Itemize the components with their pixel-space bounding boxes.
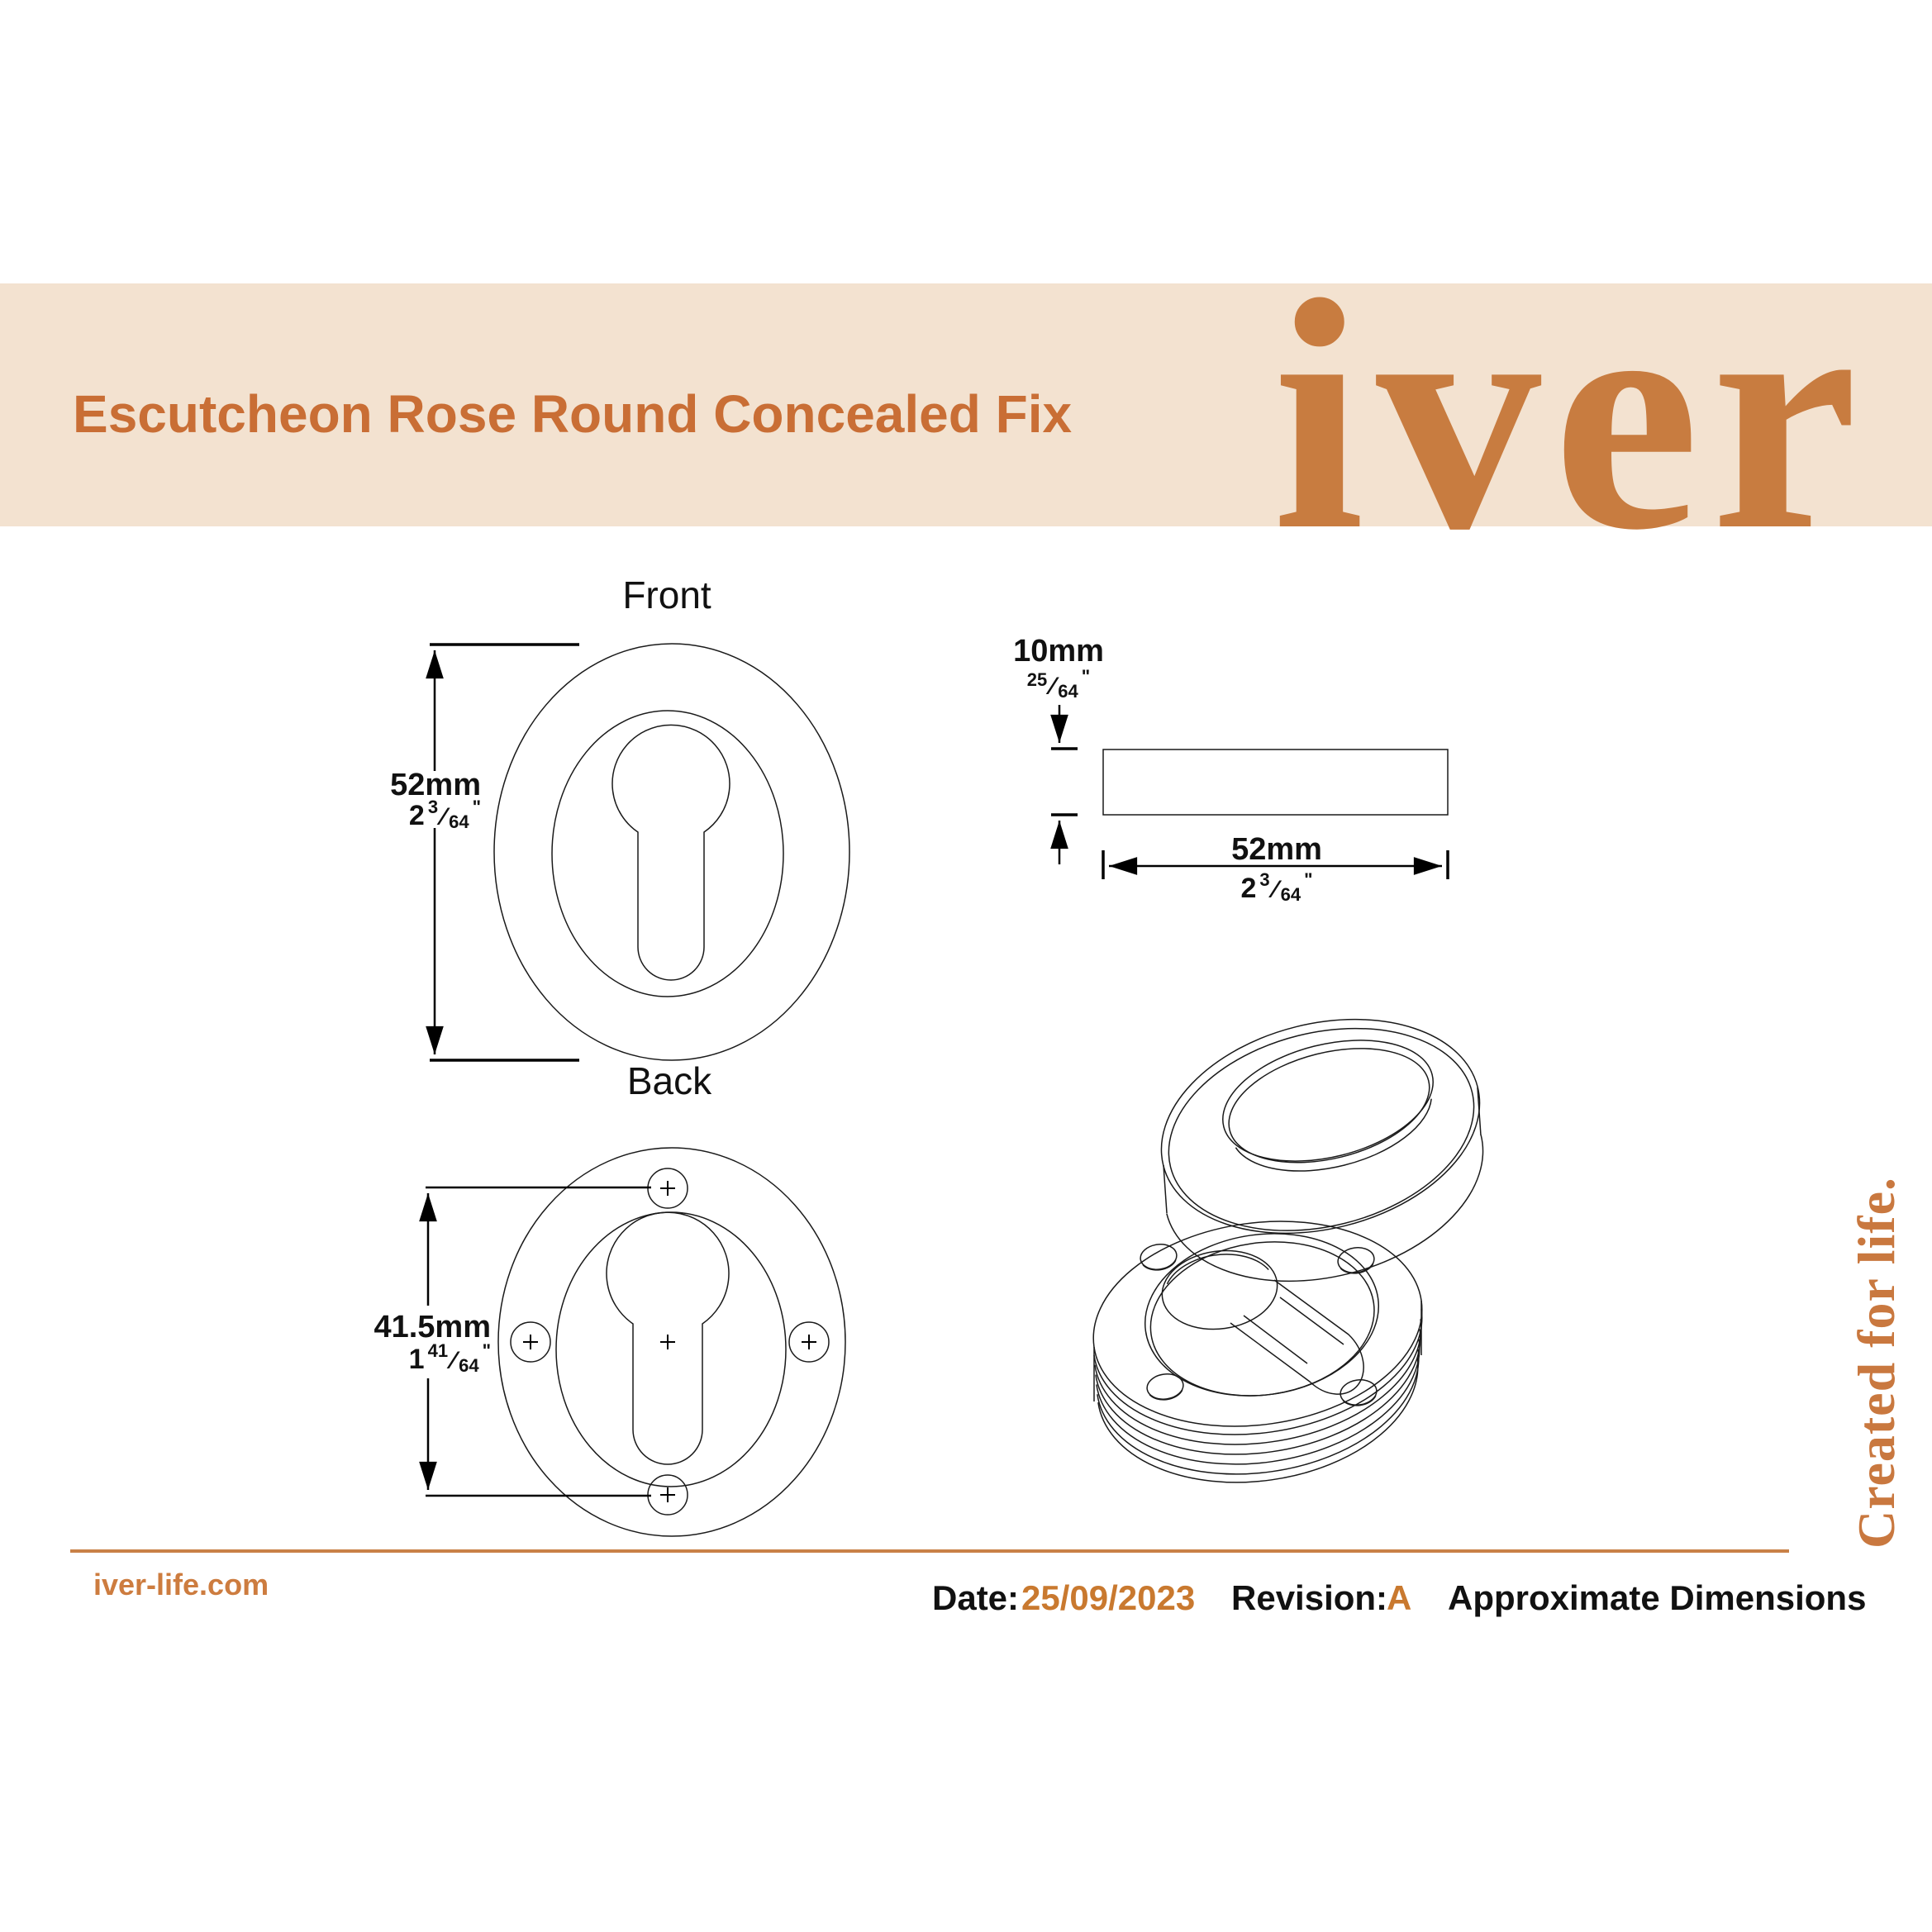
side-thickness-inch: 25 ⁄ 64 " xyxy=(1026,666,1091,702)
iso-screw-hole-top-right-depth xyxy=(1340,1263,1374,1275)
iso-ring-opening-inner-wall xyxy=(1235,1099,1441,1190)
side-profile-view xyxy=(1013,634,1448,905)
front-outer-circle xyxy=(494,644,849,1060)
side-profile-rect xyxy=(1103,749,1448,815)
iso-plate-thread-3 xyxy=(1096,1329,1434,1474)
footer-revision-label: Revision: xyxy=(1231,1578,1388,1617)
iso-backplate xyxy=(1080,1201,1435,1502)
back-view xyxy=(374,1059,845,1536)
footer xyxy=(70,1551,1866,1617)
iso-screw-hole-bottom-right-depth xyxy=(1343,1396,1377,1407)
side-width-inch: 2 3 ⁄ 64 " xyxy=(1240,869,1313,905)
iso-ring-outer-chamfer xyxy=(1147,998,1495,1261)
back-view-label: Back xyxy=(626,1059,712,1102)
footer-dimensions-note: Approximate Dimensions xyxy=(1448,1578,1867,1617)
iso-keyhole-bulb xyxy=(1157,1244,1282,1337)
back-rose-inner-circle xyxy=(556,1212,786,1487)
front-view xyxy=(390,573,849,1060)
iso-keyhole-stem-depth-1 xyxy=(1280,1297,1344,1344)
back-dim-inch: 1 41 ⁄ 64 " xyxy=(408,1340,491,1376)
side-thickness-mm: 10mm xyxy=(1013,634,1104,669)
page-title: Escutcheon Rose Round Concealed Fix xyxy=(73,384,1073,444)
front-view-label: Front xyxy=(622,573,711,616)
back-center-mark-bottom-hole xyxy=(660,1487,675,1502)
iver-logo: iver xyxy=(1273,232,1870,598)
front-rose-inner-circle xyxy=(552,711,783,997)
footer-date-value: 25/09/2023 xyxy=(1021,1578,1196,1617)
iso-keyhole-stem xyxy=(1230,1280,1363,1394)
tagline-vertical-text: Created for life. xyxy=(1847,1176,1906,1549)
back-dim-mm: 41.5mm xyxy=(374,1310,491,1344)
footer-revision-value: A xyxy=(1387,1578,1412,1617)
side-width-mm: 52mm xyxy=(1231,832,1322,867)
footer-website: iver-life.com xyxy=(93,1568,269,1601)
front-dim-inch: 2 3 ⁄ 64 " xyxy=(408,797,481,832)
isometric-exploded-view xyxy=(1080,987,1506,1502)
iso-keyhole-cut xyxy=(1157,1244,1363,1394)
footer-date-label: Date: xyxy=(932,1578,1020,1617)
back-center-mark-right-hole xyxy=(802,1335,816,1349)
iso-screw-hole-bottom-left-depth xyxy=(1149,1390,1183,1401)
back-center-mark-left-hole xyxy=(523,1335,538,1349)
front-euro-keyhole xyxy=(612,725,730,980)
iso-ring-outer-top-edge xyxy=(1139,987,1502,1264)
back-center-mark-keyhole xyxy=(660,1335,675,1349)
iso-plate-thread-2 xyxy=(1095,1319,1435,1464)
front-dim-mm: 52mm xyxy=(390,768,481,802)
back-center-mark-top-hole xyxy=(660,1181,675,1196)
iso-screw-hole-top-left xyxy=(1139,1242,1178,1273)
iso-plate-thread-5 xyxy=(1097,1349,1432,1494)
